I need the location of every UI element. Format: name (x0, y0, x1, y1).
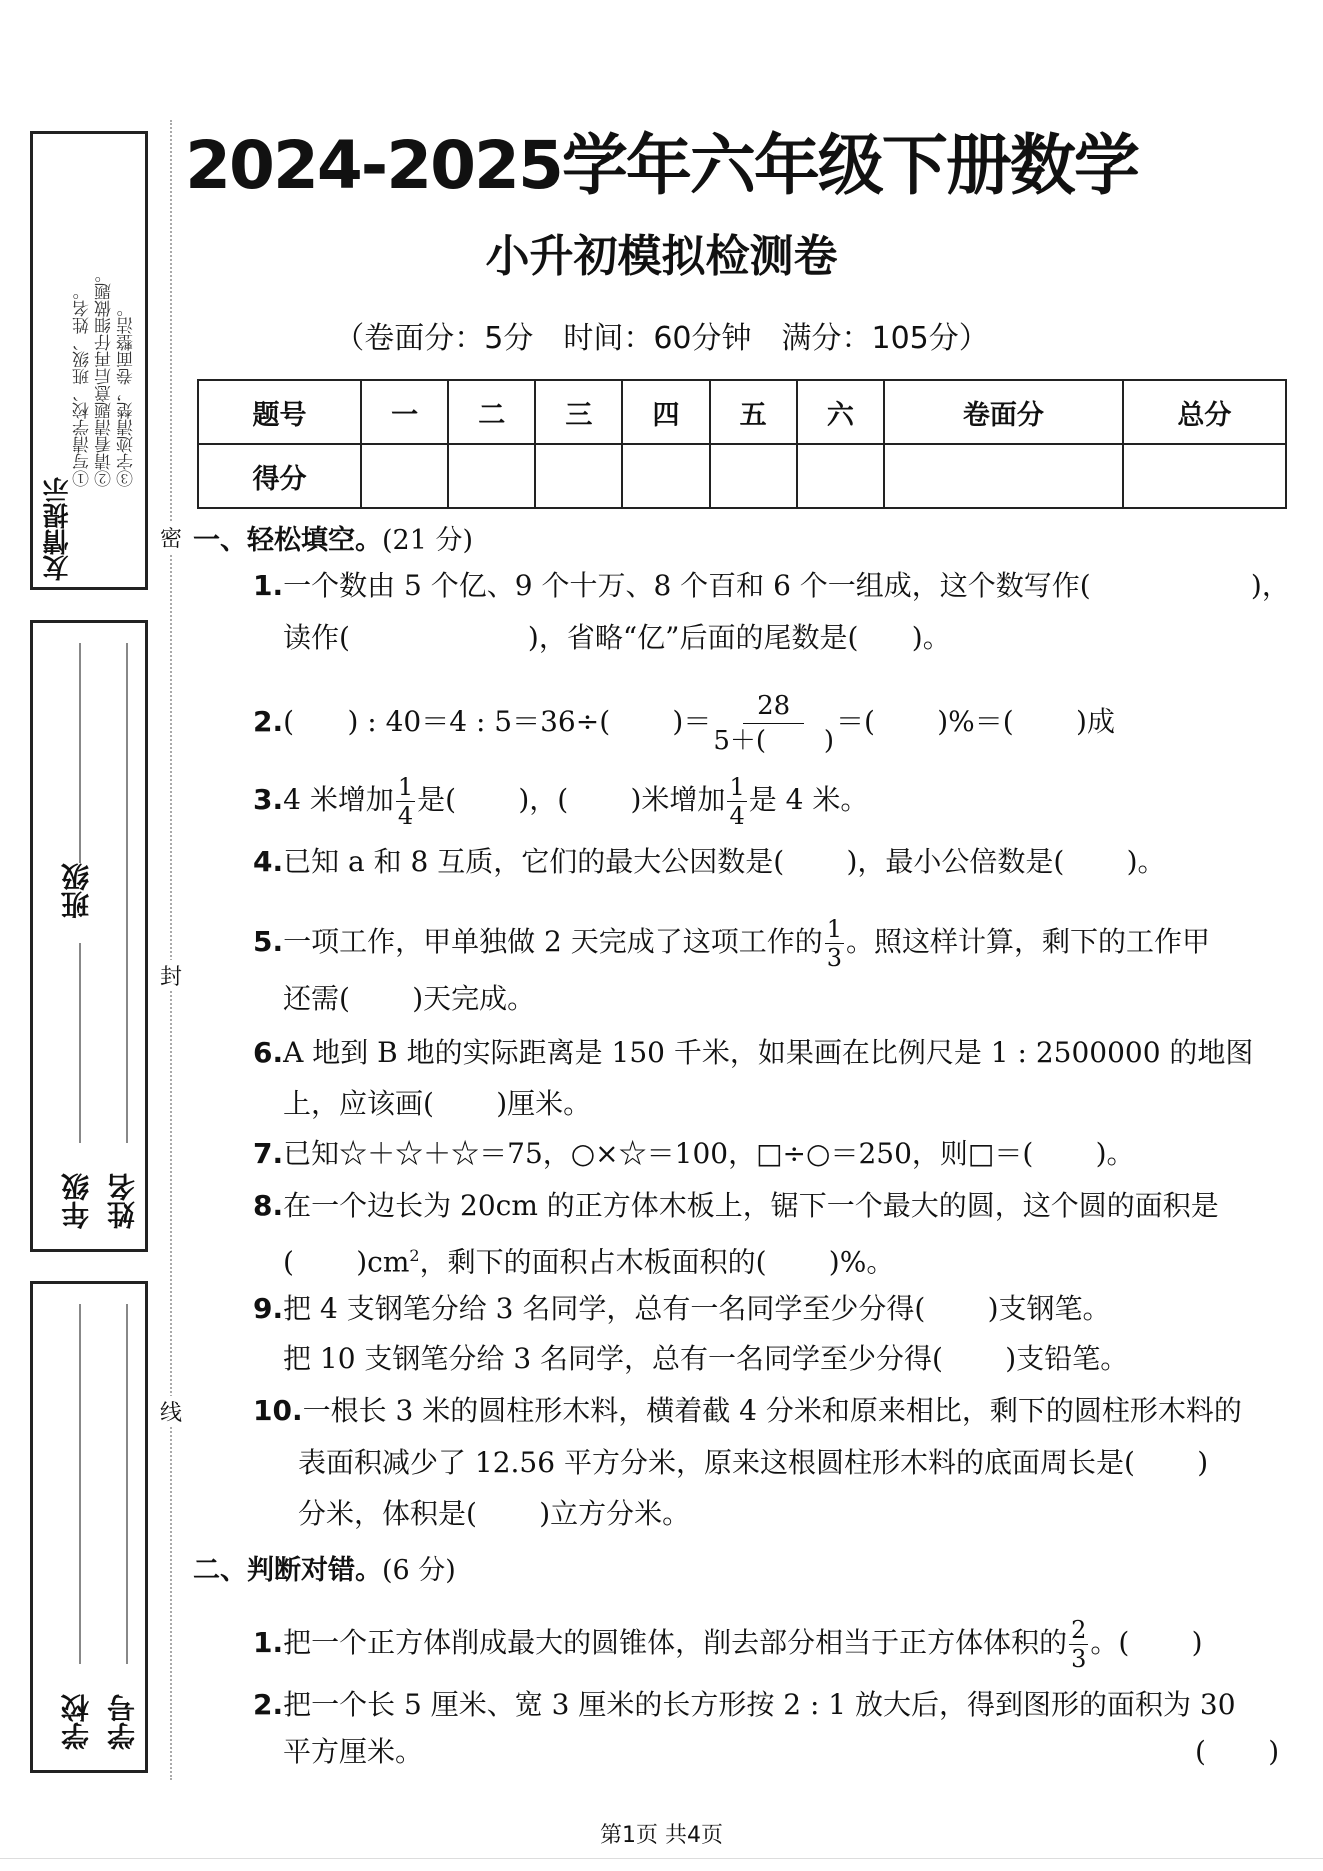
denominator: 3 (826, 944, 843, 972)
q9-line-1 (253, 1292, 1111, 1326)
denominator: 4 (729, 802, 745, 830)
q1-line-2: 读作( )，省略“亿”后面的尾数是( )。 (283, 621, 951, 654)
question-number: 7. (253, 1137, 284, 1170)
grade-field[interactable] (79, 943, 81, 1143)
numerator: 1 (826, 915, 843, 943)
q6-line-1 (253, 1036, 1253, 1070)
question-text: ( )cm (283, 1245, 410, 1279)
q3-line (253, 773, 868, 830)
score-table-score-row (198, 444, 1286, 508)
fraction (825, 915, 844, 972)
page-subtitle: 小升初模拟检测卷 (485, 231, 838, 282)
seal-mark-xian: 线 (160, 1396, 182, 1427)
section-1-heading (193, 518, 473, 557)
question-number: 2. (253, 705, 284, 738)
page-title: 2024-2025学年六年级下册数学 (185, 127, 1138, 204)
school-label: 学校 (60, 1694, 93, 1750)
question-text: 是( )，( )米增加 (417, 783, 726, 816)
fraction (727, 773, 746, 830)
question-text: 一项工作，甲单独做 2 天完成了这项工作的 (283, 925, 823, 958)
score-cell[interactable] (797, 444, 884, 508)
answer-blank[interactable]: 。( ) (1090, 1626, 1203, 1659)
q2-line (253, 689, 1115, 758)
divider (0, 1858, 1323, 1859)
question-number: 8. (253, 1189, 284, 1222)
q7-line (253, 1137, 1135, 1171)
student-info-box (30, 620, 148, 1252)
cell-header: 一 (361, 380, 448, 444)
question-text: 4 米增加 (283, 783, 394, 816)
question-number: 1. (253, 569, 284, 602)
q9-line-2: 把 10 支钢笔分给 3 名同学，总有一名同学至少分得( )支铅笔。 (283, 1342, 1129, 1375)
fraction (713, 689, 834, 758)
q10-line-3: 分米，体积是( )立方分米。 (298, 1497, 691, 1530)
question-text: 把一个长 5 厘米、宽 3 厘米的长方形按 2 : 1 放大后，得到图形的面积为 30 (283, 1688, 1236, 1721)
cell-header: 总分 (1123, 380, 1286, 444)
cell-header: 四 (622, 380, 709, 444)
score-table (197, 379, 1287, 509)
question-number: 3. (253, 783, 284, 816)
cell-header: 五 (710, 380, 797, 444)
question-number: 9. (253, 1292, 284, 1325)
seal-line (170, 120, 172, 1780)
cell-header: 二 (448, 380, 535, 444)
question-text: 一根长 3 米的圆柱形木料，横着截 4 分米和原来相比，剩下的圆柱形木料的 (302, 1394, 1242, 1427)
question-number: 2. (253, 1688, 284, 1721)
cell-header: 三 (535, 380, 622, 444)
numerator: 2 (1071, 1616, 1087, 1644)
superscript: 2 (409, 1246, 420, 1265)
school-field[interactable] (79, 1304, 81, 1664)
score-table-header-row (198, 380, 1286, 444)
page-number: 第1页 共4页 (600, 1823, 723, 1848)
student-id-label: 学号 (106, 1694, 139, 1750)
cell-header: 卷面分 (884, 380, 1123, 444)
question-text: 已知 a 和 8 互质，它们的最大公因数是( )，最小公倍数是( )。 (283, 845, 1166, 878)
question-text: 已知☆＋☆＋☆＝75，○×☆＝100，□÷○＝250，则□＝( )。 (283, 1137, 1135, 1170)
seal-mark-mi: 密 (160, 522, 182, 553)
name-field[interactable] (126, 643, 128, 1143)
s2-q2-line-2: 平方厘米。 (283, 1735, 424, 1768)
section-points: (21 分) (382, 525, 474, 556)
s2-q2-line-1 (253, 1688, 1236, 1722)
tips-title: 友情提示 (43, 477, 73, 581)
q10-line-2: 表面积减少了 12.56 平方分米，原来这根圆柱形木料的底面周长是( ) (298, 1446, 1209, 1479)
question-number: 4. (253, 845, 284, 878)
answer-blank[interactable]: ( ) (1195, 1735, 1280, 1768)
q1-line-1 (253, 569, 1290, 603)
student-id-field[interactable] (126, 1304, 128, 1664)
score-cell[interactable] (535, 444, 622, 508)
section-2-heading (193, 1548, 456, 1587)
school-info-box (30, 1281, 148, 1773)
q8-line-2 (283, 1239, 894, 1279)
question-number: 6. (253, 1036, 284, 1069)
question-number: 5. (253, 925, 284, 958)
q6-line-2: 上，应该画( )厘米。 (283, 1087, 592, 1120)
question-text: 。照这样计算，剩下的工作甲 (846, 925, 1211, 958)
name-label: 姓名 (106, 1173, 139, 1229)
tip-3: ③字迹清楚，卷面整洁。 (117, 300, 137, 487)
question-text: 在一个边长为 20cm 的正方体木板上，锯下一个最大的圆，这个圆的面积是 (283, 1189, 1219, 1222)
tip-2: ②请看清题意后再仔细做题。 (95, 266, 115, 487)
denominator: 4 (397, 802, 414, 830)
question-text: 把一个正方体削成最大的圆锥体，削去部分相当于正方体体积的 (283, 1626, 1068, 1659)
numerator: 1 (397, 773, 414, 801)
denominator: 5＋( ) (713, 726, 835, 756)
score-cell[interactable] (361, 444, 448, 508)
numerator: 28 (743, 689, 804, 724)
question-text: ，剩下的面积占木板面积的( )%。 (419, 1245, 895, 1279)
seal-mark-feng: 封 (160, 960, 182, 991)
q10-line-1 (253, 1394, 1242, 1428)
denominator: 3 (1071, 1645, 1087, 1673)
q5-line-2: 还需( )天完成。 (283, 982, 536, 1015)
cell-header: 题号 (198, 380, 361, 444)
score-cell[interactable] (710, 444, 797, 508)
score-cell[interactable] (622, 444, 709, 508)
question-number: 1. (253, 1626, 284, 1659)
question-text: A 地到 B 地的实际距离是 150 千米，如果画在比例尺是 1 : 2500000 的地图 (283, 1036, 1254, 1069)
tip-1: ①写清学校、班级、姓名。 (73, 283, 93, 487)
question-text: 一个数由 5 个亿、9 个十万、8 个百和 6 个一组成，这个数写作( )， (283, 569, 1290, 602)
numerator: 1 (729, 773, 745, 801)
question-text: ( ) : 40＝4 : 5＝36÷( )＝ (283, 705, 712, 738)
question-text: ＝( )%＝( )成 (836, 705, 1115, 738)
score-cell[interactable] (1123, 444, 1286, 508)
score-cell[interactable] (884, 444, 1123, 508)
score-cell[interactable] (448, 444, 535, 508)
question-number: 10. (253, 1394, 303, 1427)
question-text: 是 4 米。 (748, 783, 869, 816)
fraction (396, 773, 415, 830)
section-title: 二、判断对错。 (193, 1555, 382, 1586)
s2-q1-line (253, 1616, 1203, 1673)
cell-header: 六 (797, 380, 884, 444)
question-text: 把 4 支钢笔分给 3 名同学，总有一名同学至少分得( )支钢笔。 (283, 1292, 1111, 1325)
section-title: 一、轻松填空。 (193, 525, 382, 556)
class-label: 班级 (60, 863, 93, 919)
class-field[interactable] (79, 643, 81, 863)
exam-info: （卷面分：5分 时间：60分钟 满分：105分） (334, 321, 989, 356)
section-points: (6 分) (382, 1555, 456, 1586)
grade-label: 年级 (60, 1173, 93, 1229)
q4-line (253, 845, 1166, 879)
q5-line-1 (253, 915, 1210, 972)
q8-line-1 (253, 1189, 1219, 1223)
fraction (1069, 1616, 1088, 1673)
score-label: 得分 (198, 444, 361, 508)
